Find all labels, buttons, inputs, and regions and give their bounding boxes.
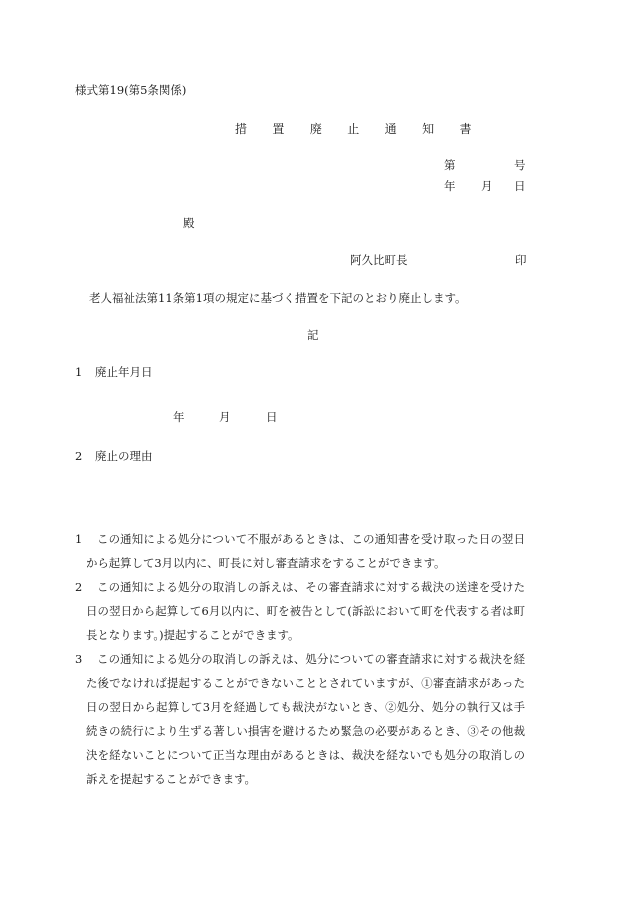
- ki-heading: 記: [307, 328, 319, 342]
- appeal-note-text: この通知による処分について不服があるときは、この通知書を受け取った日の翌日から起算して3月以内に、町長に対し審査請求をすることができます。: [86, 532, 525, 570]
- appeal-note-number: 2: [75, 580, 83, 594]
- appeal-note-number: 3: [75, 652, 83, 666]
- item-2-number: 2: [75, 449, 83, 463]
- appeal-note-text: この通知による処分の取消しの訴えは、処分についての審査請求に対する裁決を経た後でなければ提起することができないこととされていますが、①審査請求があった日の翌日から起算して3月を経過しても裁決がないとき、②処分、処分の執行又は手続きの続行により生ずる著しい損害を避けるため緊急の必要があるとき、③その他裁決を経ないことについて正当な理由があるときは、裁決を経ないでも処分の取消しの訴えを提起することができます。: [86, 652, 525, 786]
- appeal-note: [75, 527, 525, 575]
- document-title: 措 置 廃 止 通 知 書: [235, 122, 483, 136]
- appeal-notes: [75, 527, 525, 791]
- abolish-date-month: 月: [219, 410, 231, 424]
- intro-sentence: 老人福祉法第11条第1項の規定に基づく措置を下記のとおり廃止します。: [89, 291, 467, 305]
- appeal-note: [75, 575, 525, 647]
- document-number-prefix: 第: [444, 158, 456, 172]
- form-id: 様式第19(第5条関係): [75, 83, 187, 97]
- item-1-label: 廃止年月日: [95, 365, 153, 379]
- abolish-date-year: 年: [173, 410, 185, 424]
- item-2-label: 廃止の理由: [95, 449, 153, 463]
- appeal-note: [75, 647, 525, 791]
- issue-date-month: 月: [481, 179, 493, 193]
- seal-mark: 印: [515, 253, 527, 267]
- issue-date-year: 年: [444, 179, 456, 193]
- issuer-name: 阿久比町長: [350, 253, 408, 267]
- abolish-date-day: 日: [266, 410, 278, 424]
- issue-date-day: 日: [514, 179, 526, 193]
- document-number-suffix: 号: [514, 158, 526, 172]
- appeal-note-text: この通知による処分の取消しの訴えは、その審査請求に対する裁決の送達を受けた日の翌日から起算して6月以内に、町を被告として(訴訟において町を代表する者は町長となります。)提起することができます。: [86, 580, 525, 642]
- addressee-suffix: 殿: [183, 216, 195, 230]
- item-1-number: 1: [75, 365, 83, 379]
- appeal-note-number: 1: [75, 532, 83, 546]
